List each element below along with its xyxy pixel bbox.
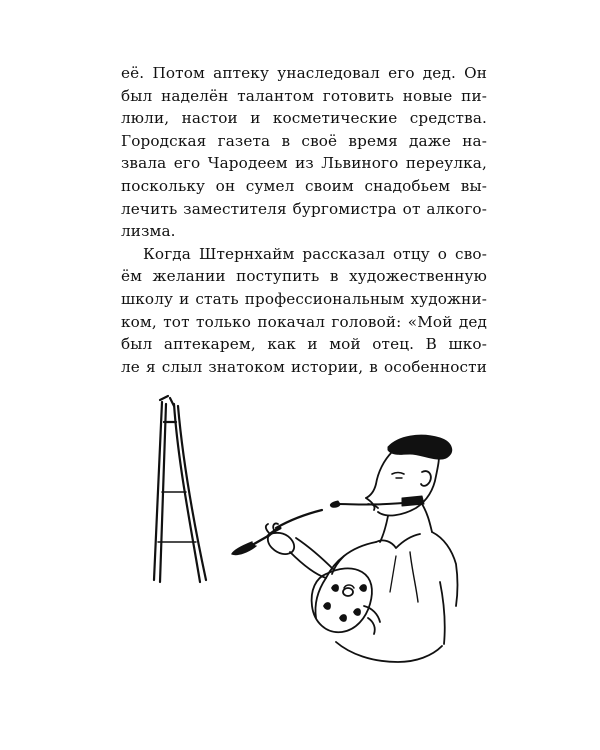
text-line: Когда Штернхайм рассказал отцу о сво-	[143, 244, 487, 263]
painter-at-easel-illustration	[140, 392, 460, 692]
mouth-brush-icon	[330, 496, 424, 507]
text-line: ле я слыл знатоком истории, в особенности	[121, 357, 487, 376]
text-line: звала его Чародеем из Львиного переулка,	[121, 154, 487, 173]
text-line: лечить заместителя бургомистра от алкого-	[121, 199, 487, 218]
text-line: был аптекарем, как и мой отец. В шко-	[121, 335, 487, 354]
paragraph-1	[121, 62, 487, 243]
book-text	[121, 62, 487, 378]
text-line: ком, тот только покачал головой: «Мой дед	[121, 312, 487, 331]
paragraph-2	[121, 243, 487, 379]
text-line: лизма.	[121, 222, 176, 241]
text-line: люли, настои и косметические средства.	[121, 109, 487, 128]
painter-illustration-svg	[140, 392, 460, 692]
easel-icon	[154, 396, 206, 582]
text-line: ём желании поступить в художественную	[121, 267, 487, 286]
text-line: поскольку он сумел своим снадобьем вы-	[121, 176, 487, 195]
text-line: её. Потом аптеку унаследовал его дед. Он	[121, 64, 487, 82]
text-line: школу и стать профессиональным художни-	[121, 289, 487, 308]
text-line: Городская газета в своё время даже на-	[121, 131, 487, 150]
painter-body	[326, 504, 458, 662]
beret-icon	[388, 435, 452, 459]
text-line: был наделён талантом готовить новые пи-	[121, 86, 487, 105]
palette-icon	[312, 568, 380, 634]
